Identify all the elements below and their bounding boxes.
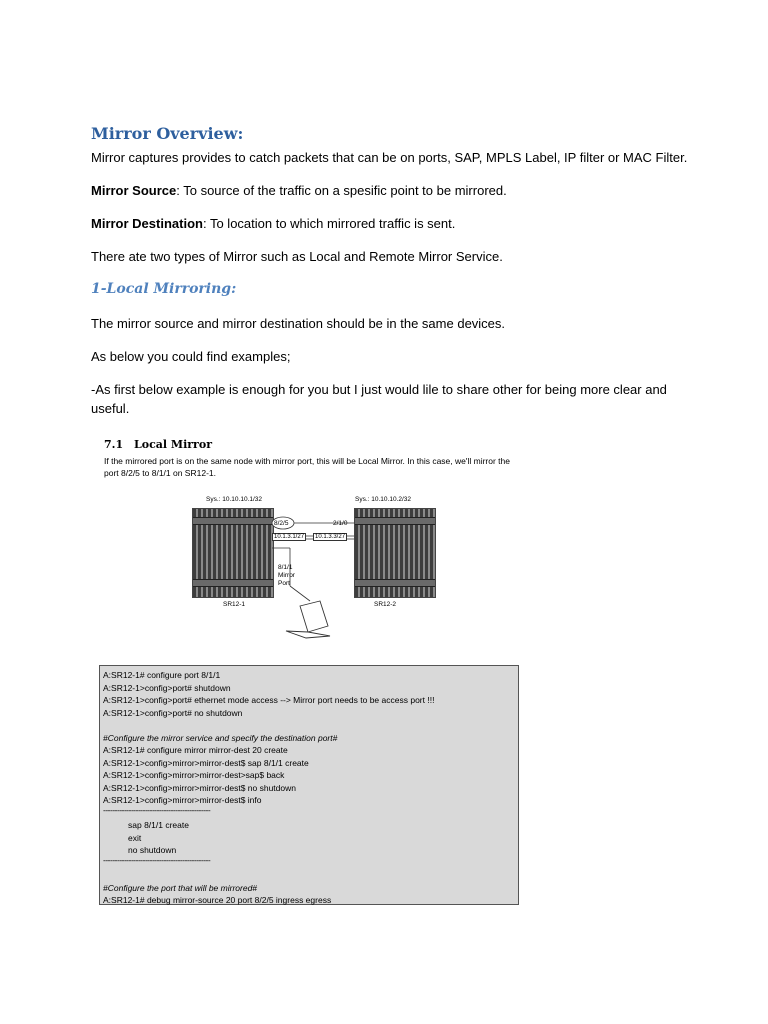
right-sys-label: Sys.: 10.10.10.2/32 — [355, 496, 412, 503]
cli-line: A:SR12-1>config>port# no shutdown — [103, 707, 243, 718]
mirror-source-label: Mirror Source — [91, 183, 177, 198]
section-heading: 1-Local Mirroring: — [91, 281, 237, 297]
left-sys-label: Sys.: 10.10.10.1/32 — [206, 496, 263, 503]
mirror-destination-label: Mirror Destination — [91, 216, 203, 231]
cli-separator: ---------------------------------------------- — [103, 855, 211, 865]
cli-line: sap 8/1/1 create — [128, 820, 189, 830]
cli-line: A:SR12-1# configure mirror mirror-dest 20 create — [103, 745, 288, 755]
ip-left-label: 10.1.3.1/27 — [274, 534, 305, 540]
mirror-destination-paragraph — [91, 214, 455, 233]
mirror-source-text: : To source of the traffic on a spesific point to be mirrored. — [176, 183, 507, 198]
cli-line: A:SR12-1# debug mirror-source 20 port 8/2/5 ingress egress — [103, 895, 332, 905]
examples-paragraph: As below you could find examples; — [91, 349, 291, 364]
cli-line: A:SR12-1>config>mirror>mirror-dest$ no shutdown — [103, 782, 296, 793]
mirror-port-word: Mirror — [278, 572, 295, 579]
right-node-label: SR12-2 — [374, 601, 397, 608]
cli-comment: #Configure the mirror service and specify the destination port# — [103, 732, 338, 743]
port-825-label: 8/2/5 — [274, 520, 289, 527]
mirror-port-id: 8/1/1 — [278, 564, 293, 571]
local-mirror-figure — [100, 436, 520, 641]
types-paragraph: There ate two types of Mirror such as Local and Remote Mirror Service. — [91, 249, 503, 264]
ip-right-label: 10.1.3.3/27 — [315, 534, 346, 540]
figure-section-number: 7.1 — [104, 438, 124, 451]
mirror-destination-text: : To location to which mirrored traffic is sent. — [202, 216, 456, 231]
mirror-source-paragraph — [91, 181, 507, 200]
cli-line: A:SR12-1>config>port# ethernet mode access --> Mirror port needs to be access port !!! — [103, 695, 435, 705]
cli-line: exit — [128, 832, 142, 843]
port-210-label: 2/1/0 — [333, 520, 348, 527]
left-node-label: SR12-1 — [223, 601, 246, 608]
cli-separator: ---------------------------------------------- — [103, 805, 211, 815]
cli-line: A:SR12-1>config>port# shutdown — [103, 682, 231, 693]
topology-links — [100, 436, 520, 641]
cli-line: no shutdown — [128, 845, 177, 855]
cli-line: A:SR12-1>config>mirror>mirror-dest$ info — [103, 795, 262, 805]
page-title: Mirror Overview: — [91, 124, 244, 143]
cli-comment: #Configure the port that will be mirrored# — [103, 882, 258, 893]
cli-config-box — [99, 665, 519, 905]
figure-section-title: Local Mirror — [134, 438, 212, 451]
cli-line: A:SR12-1>config>mirror>mirror-dest$ sap 8/1/1 create — [103, 757, 309, 768]
cli-line: A:SR12-1>config>mirror>mirror-dest>sap$ back — [103, 770, 285, 780]
mirror-port-word2: Port — [278, 580, 290, 587]
mirror-port-label — [278, 564, 295, 588]
figure-description: If the mirrored port is on the same node with mirror port, this will be Local Mirror. In this case, we'll mirror the port 8/2/5 to 8/1/1 on SR12-1. — [104, 456, 510, 478]
note-paragraph: -As first below example is enough for you but I just would lile to share other for being more clear and useful. — [91, 382, 667, 416]
intro-paragraph: Mirror captures provides to catch packets that can be on ports, SAP, MPLS Label, IP filter or MAC Filter. — [91, 150, 688, 165]
same-devices-paragraph: The mirror source and mirror destination should be in the same devices. — [91, 316, 506, 331]
cli-line: A:SR12-1# configure port 8/1/1 — [103, 670, 221, 680]
